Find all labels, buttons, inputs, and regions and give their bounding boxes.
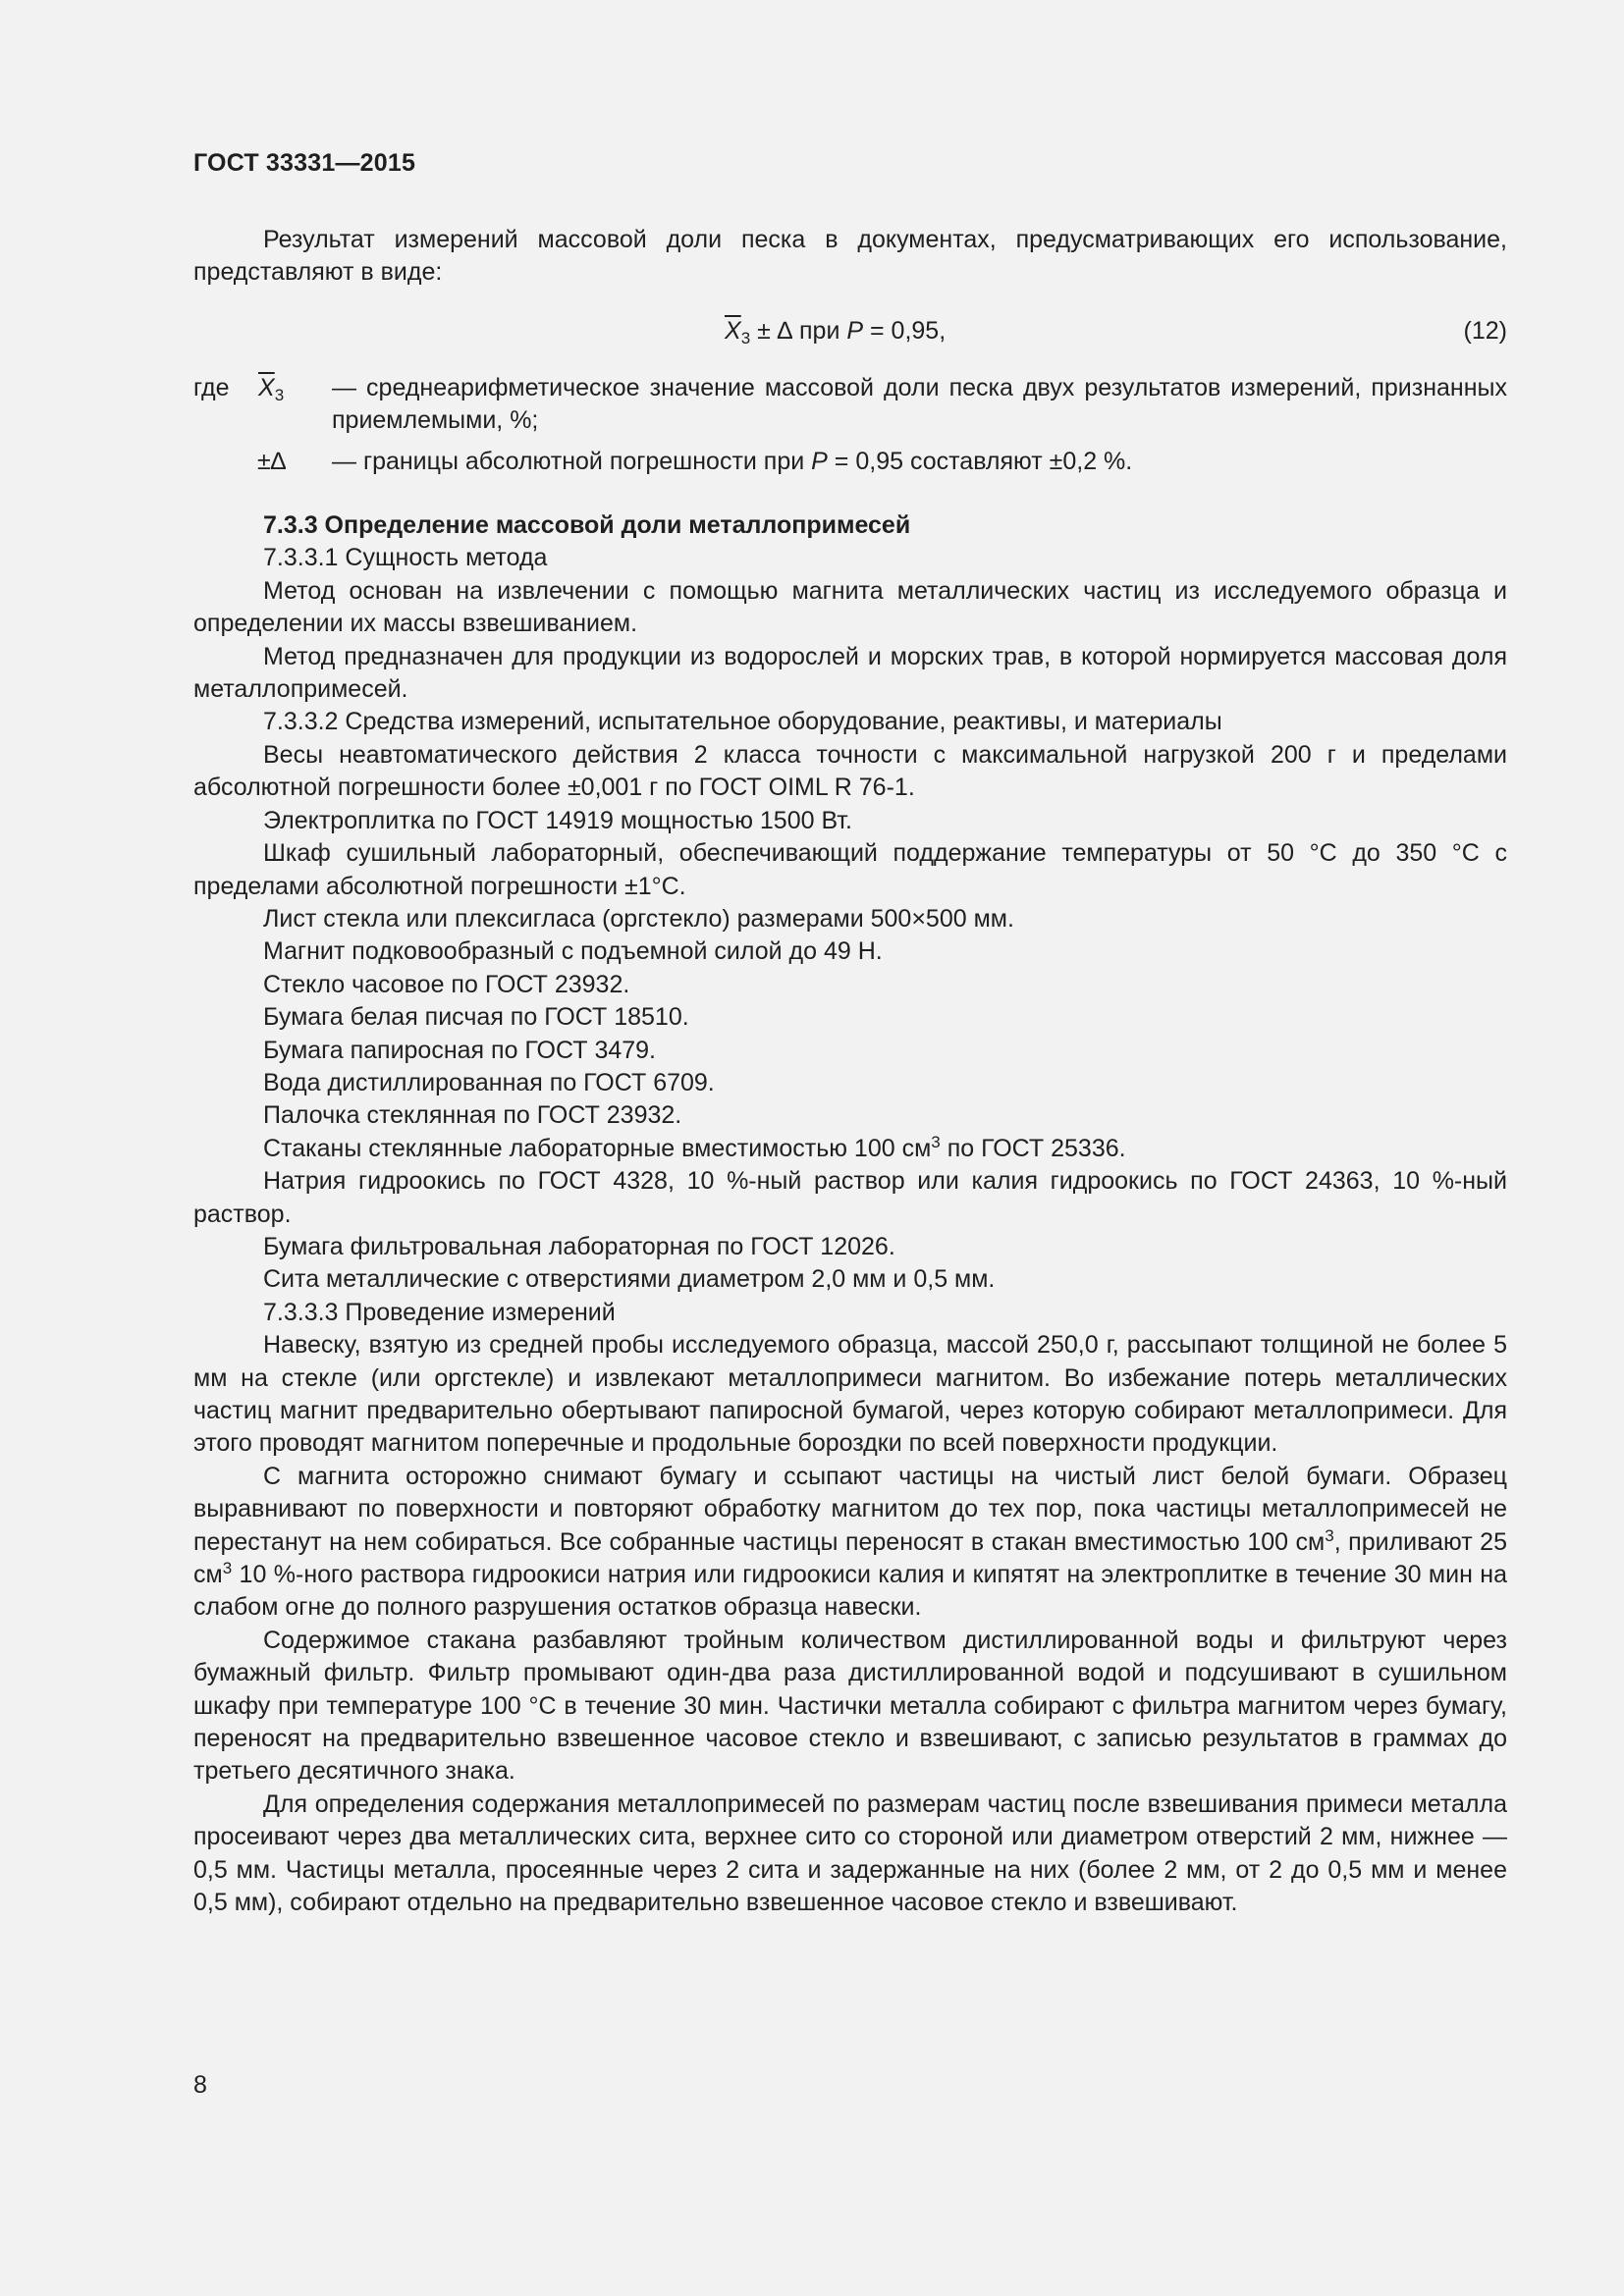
formula-p-symbol: P: [846, 316, 864, 345]
list-item: Палочка стеклянная по ГОСТ 23932.: [263, 1101, 682, 1130]
section-title: 7.3.3 Определение массовой доли металлопримесей: [263, 511, 911, 540]
page-content: [193, 224, 1507, 1920]
where-definition: — среднеарифметическое значение массовой доли песка двух результатов измерений, признанных приемлемыми, %;: [332, 373, 1507, 435]
where-block: [193, 372, 1507, 478]
list-item: Бумага папиросная по ГОСТ 3479.: [263, 1036, 656, 1064]
list-item: Натрия гидроокись по ГОСТ 4328, 10 %-ный раствор или калия гидроокись по ГОСТ 24363, 10 %-ный раствор.: [193, 1167, 1507, 1228]
list-item: Весы неавтоматического действия 2 класса точности с максимальной нагрузкой 200 г и пределами абсолютной погрешности более ±0,001 г по ГОСТ OIML R 76-1.: [193, 740, 1507, 802]
list-item: Магнит подковообразный с подъемной силой до 49 Н.: [263, 937, 883, 966]
paragraph: С магнита осторожно снимают бумагу и ссыпают частицы на чистый лист белой бумаги. Образец выравнивают по поверхности и повторяют обработку магнитом до тех пор, пока частицы металлопримесей не перестанут на нем собираться. Все собранные частицы переносят в стакан вместимостью 100 $см^3$, приливают 25 $см^3$ 10 %-ного раствора гидроокиси натрия или гидроокиси калия и кипятят на электроплитке в течение 30 мин на слабом огне до полного разрушения остатков образца навески.: [193, 1462, 1507, 1622]
where-definition: — границы абсолютной погрешности при P = 0,95 составляют ±0,2 %.: [332, 447, 1133, 475]
where-symbol-delta: ±∆: [257, 447, 287, 475]
list-item: Электроплитка по ГОСТ 14919 мощностью 1500 Вт.: [263, 806, 852, 834]
formula-middle: ± ∆ при: [750, 316, 847, 345]
subsection-title: 7.3.3.1 Сущность метода: [263, 544, 548, 572]
paragraph: Для определения содержания металлопримесей по размерам частиц после взвешивания примеси металла просеивают через два металлических сита, верхнее сито со стороной или диаметром отверстий 2 мм, нижнее — 0,5 мм. Частицы металла, просеянные через 2 сита и задержанные на них (более 2 мм, от 2 до 0,5 мм и менее 0,5 мм), собирают отдельно на предварительно взвешенное часовое стекло и взвешивают.: [193, 1789, 1507, 1917]
subsection-title: 7.3.3.2 Средства измерений, испытательное оборудование, реактивы, и материалы: [263, 708, 1222, 736]
subsection-title: 7.3.3.3 Проведение измерений: [263, 1298, 616, 1326]
list-item: Вода дистиллированная по ГОСТ 6709.: [263, 1068, 715, 1096]
section-7-3-3: [193, 509, 1507, 1919]
where-item: [193, 446, 1507, 478]
formula-expression: [725, 315, 946, 354]
paragraph: Метод предназначен для продукции из водорослей и морских трав, в которой нормируется массовая доля металлопримесей.: [193, 642, 1507, 704]
list-item: Шкаф сушильный лабораторный, обеспечивающий поддержание температуры от 50 °С до 350 °С с пределами абсолютной погрешности ±1°С.: [193, 839, 1507, 900]
list-item: Лист стекла или плексигласа (оргстекло) размерами 500×500 мм.: [263, 904, 1014, 933]
formula-symbol: $\overline{X}$: [725, 316, 741, 345]
formula-subscript: 3: [740, 328, 751, 347]
intro-paragraph: Результат измерений массовой доли песка в документах, предусматривающих его использование, представляют в виде:: [193, 226, 1507, 287]
paragraph: Содержимое стакана разбавляют тройным количеством дистиллированной воды и фильтруют через бумажный фильтр. Фильтр промывают один-два раза дистиллированной водой и подсушивают в сушильном шкафу при температуре 100 °С в течение 30 мин. Частички металла собирают с фильтра магнитом через бумагу, переносят на предварительно взвешенное часовое стекло и взвешивают, с записью результатов в граммах до третьего десятичного знака.: [193, 1626, 1507, 1786]
paragraph: Навеску, взятую из средней пробы исследуемого образца, массой 250,0 г, рассыпают толщиной не более 5 мм на стекле (или оргстекле) и извлекают металлопримеси магнитом. Во избежание потерь металлических частиц магнит предварительно обертывают папиросной бумагой, через которую собирают металлопримеси. Для этого проводят магнитом поперечные и продольные бороздки по всей поверхности продукции.: [193, 1331, 1507, 1458]
formula-tail: = 0,95,: [863, 316, 947, 345]
formula-number: (12): [1463, 316, 1507, 345]
page-number: 8: [193, 2071, 207, 2099]
list-item: Стаканы стеклянные лабораторные вместимостью 100 $см^3$ по ГОСТ 25336.: [263, 1132, 1126, 1162]
list-item: Бумага белая писчая по ГОСТ 18510.: [263, 1003, 689, 1032]
paragraph: Метод основан на извлечении с помощью магнита металлических частиц из исследуемого образца и определении их массы взвешиванием.: [193, 576, 1507, 638]
where-label: где: [193, 373, 230, 401]
where-item: [193, 372, 1507, 438]
document-code: ГОСТ 33331—2015: [193, 149, 416, 177]
formula-12: [193, 315, 1507, 350]
list-item: Сита металлические с отверстиями диаметром 2,0 мм и 0,5 мм.: [263, 1265, 996, 1294]
list-item: Бумага фильтровальная лабораторная по ГОСТ 12026.: [263, 1232, 895, 1260]
list-item: Стекло часовое по ГОСТ 23932.: [263, 970, 630, 998]
where-symbol-x3: $\overline{X}_3$: [258, 373, 285, 404]
